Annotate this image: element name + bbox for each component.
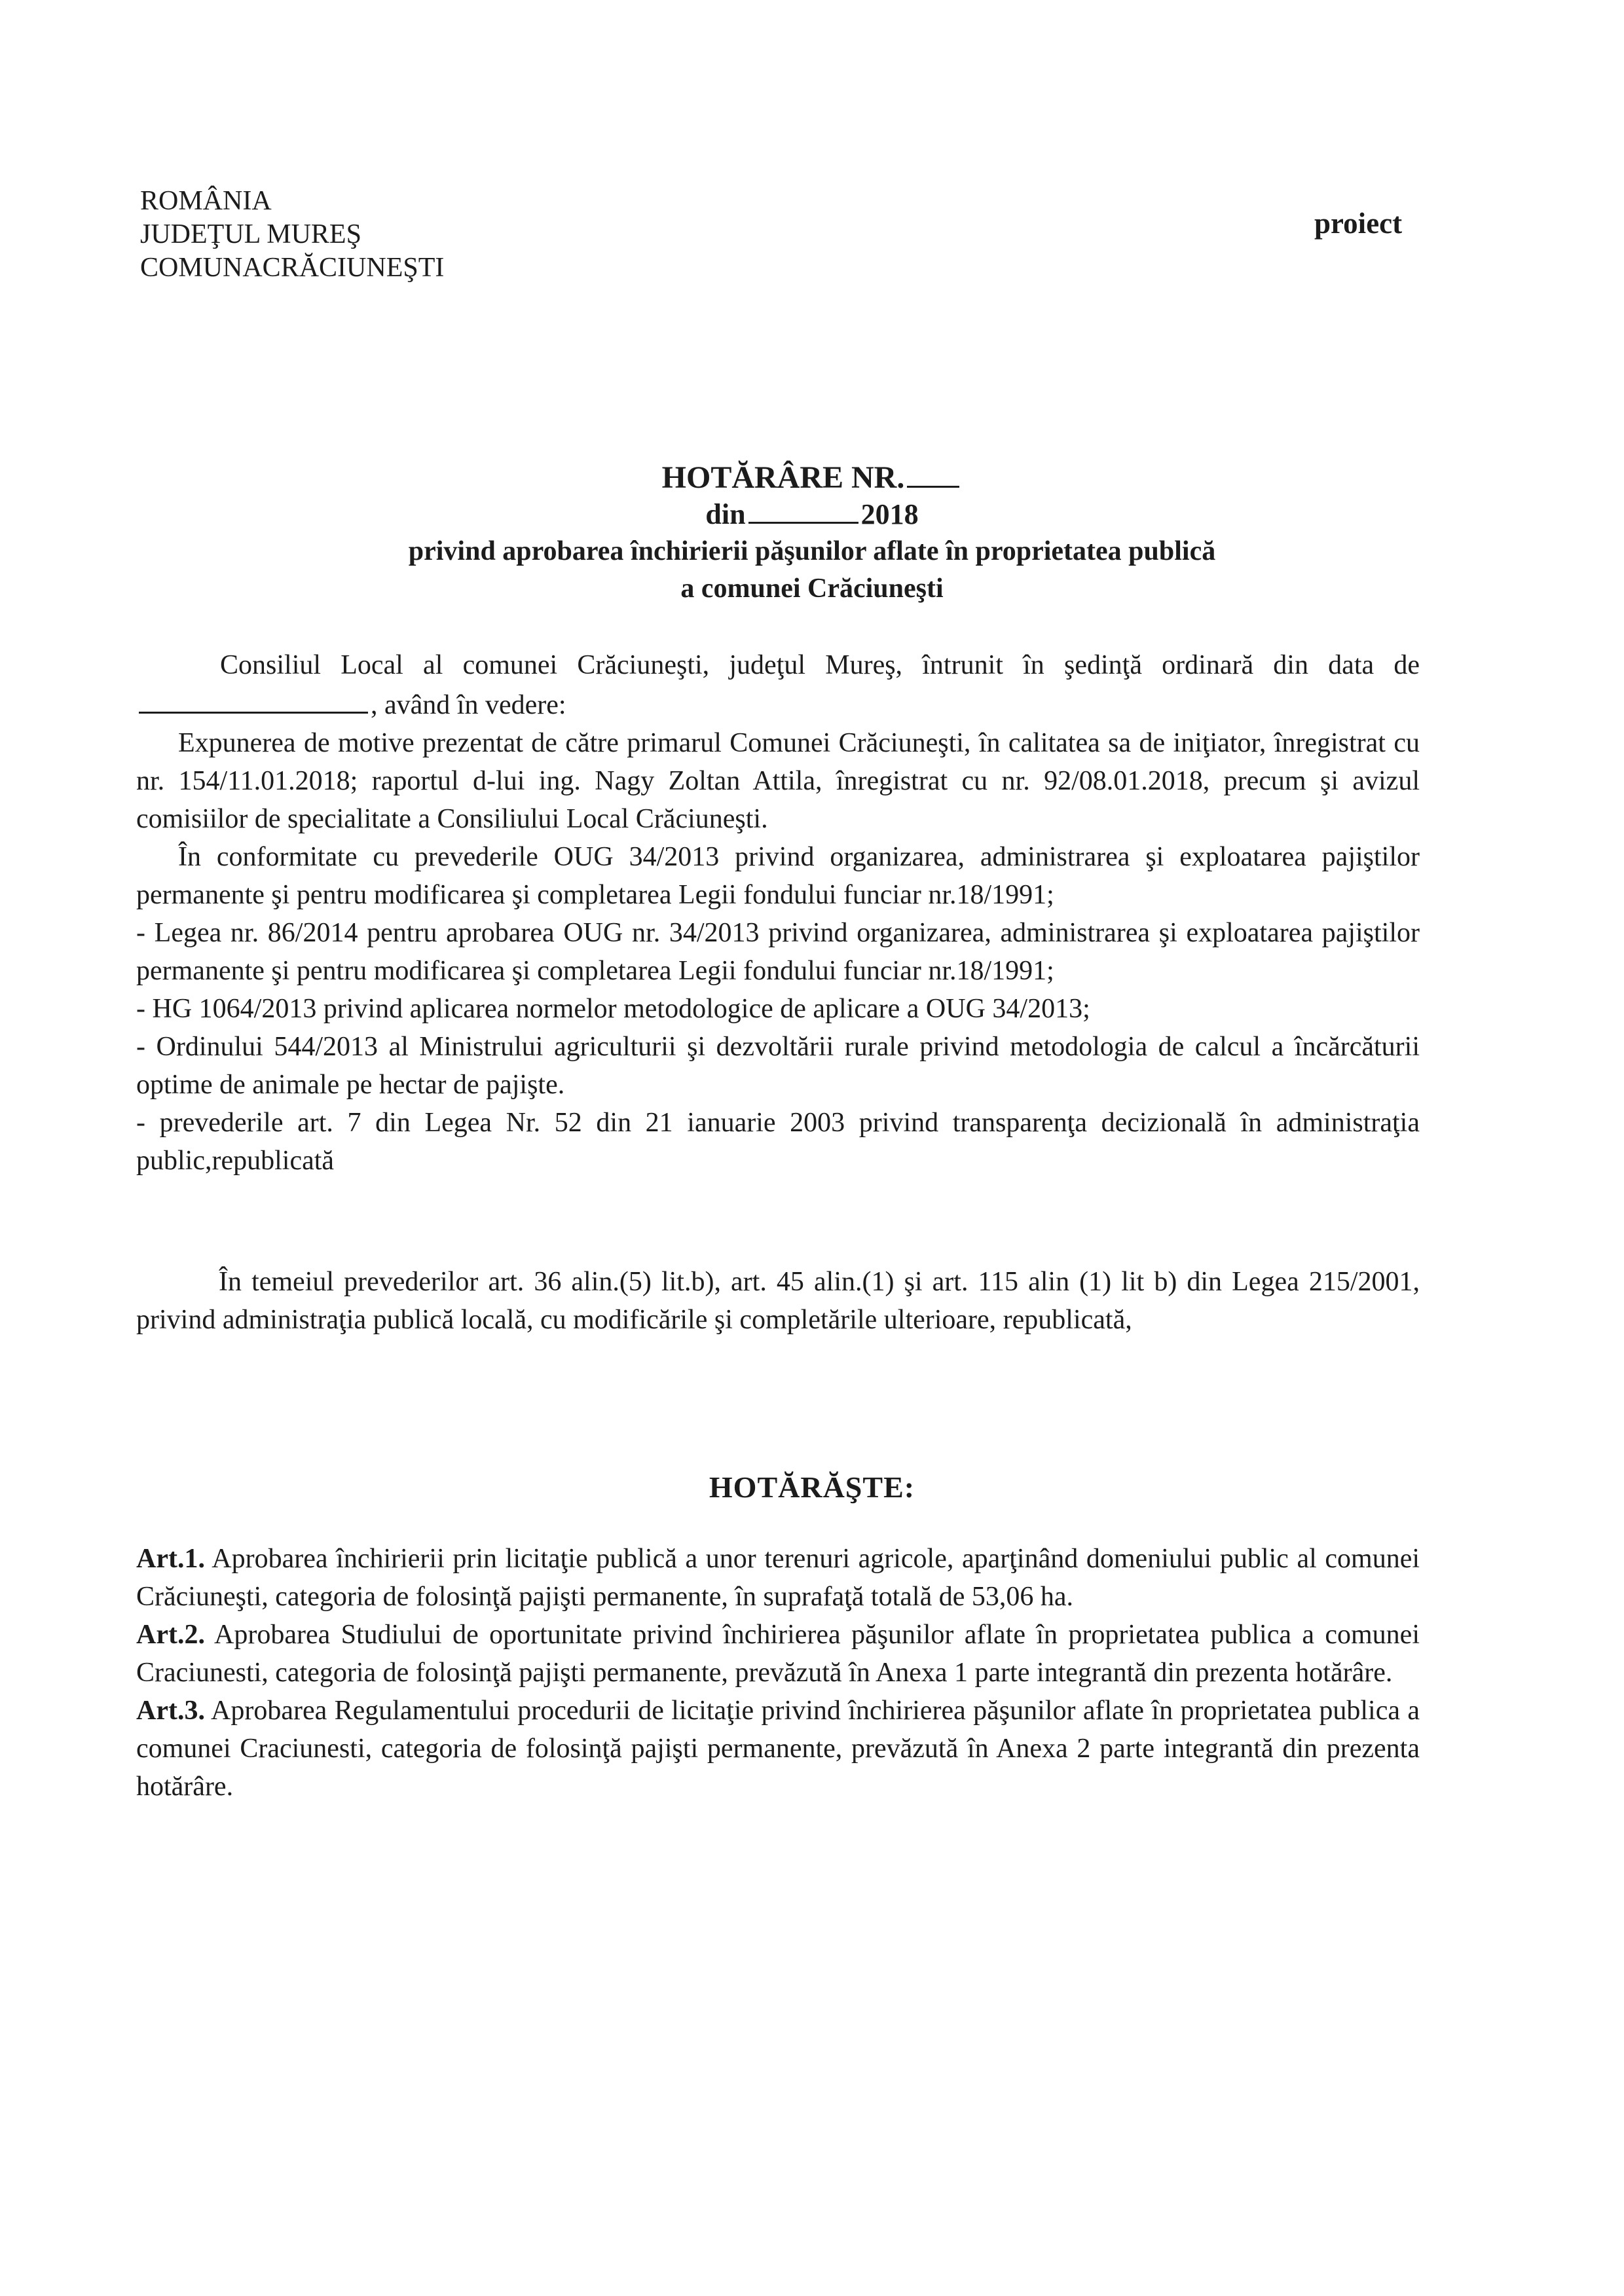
date-prefix: din: [705, 498, 746, 530]
preamble-intro-text: Consiliul Local al comunei Crăciuneşti, judeţul Mureş, întrunit în şedinţă ordinară din data de: [220, 650, 1420, 680]
article-3-label: Art.3.: [136, 1696, 205, 1726]
decision-number-blank: [907, 458, 959, 488]
decision-date-blank: [748, 494, 858, 524]
legal-item-law: - Legea nr. 86/2014 pentru aprobarea OUG nr. 34/2013 privind organizarea, administrarea şi exploatarea pajiştilor permanente şi pentru modificarea şi completarea Legii fondului funciar nr.18/1991;: [136, 918, 1420, 986]
legal-item-hg: - HG 1064/2013 privind aplicarea normelor metodologice de aplicare a OUG 34/2013;: [136, 994, 1090, 1024]
subject-line-1: privind aprobarea închirierii păşunilor aflate în proprietatea publică: [408, 536, 1216, 566]
decision-year: 2018: [860, 498, 919, 530]
legal-item-transparency: - prevederile art. 7 din Legea Nr. 52 din 21 ianuarie 2003 privind transparenţa decizională în administraţia public,republicată: [136, 1108, 1420, 1176]
decision-date-line: [0, 494, 1624, 531]
country-line: ROMÂNIA: [140, 186, 272, 216]
article-1: [136, 1540, 1420, 1616]
article-3: [136, 1692, 1420, 1806]
preamble: [136, 646, 1420, 1180]
preamble-conformity: În conformitate cu prevederile OUG 34/2013 privind organizarea, administrarea şi exploatarea pajiştilor permanente şi pentru modificarea şi completarea Legii fondului funciar nr.18/1991;: [136, 842, 1420, 910]
preamble-motives: Expunerea de motive prezentat de către primarul Comunei Crăciuneşti, în calitatea sa de iniţiator, înregistrat cu nr. 154/11.01.2018; raportul d-lui ing. Nagy Zoltan Attila, înregistrat cu nr. 92/08.01.2018, precum şi avizul comisiilor de specialitate a Consiliului Local Crăciuneşti.: [136, 728, 1420, 834]
articles: [136, 1540, 1420, 1806]
draft-status-label: proiect: [1314, 207, 1403, 240]
article-1-label: Art.1.: [136, 1544, 205, 1574]
decision-number-line: [0, 458, 1624, 496]
legal-basis-text: În temeiul prevederilor art. 36 alin.(5) lit.b), art. 45 alin.(1) şi art. 115 alin (1) lit b) din Legea 215/2001, privind administraţia publică locală, cu modificările şi completările ulterioare, republicată,: [136, 1267, 1420, 1335]
article-2-label: Art.2.: [136, 1620, 205, 1650]
decision-heading: HOTĂRĂŞTE:: [709, 1470, 915, 1504]
legal-basis: [136, 1263, 1420, 1339]
preamble-intro-tail: , având în vedere:: [371, 690, 566, 720]
issuer-header: [140, 185, 444, 285]
commune-line: COMUNACRĂCIUNEŞTI: [140, 253, 445, 283]
article-2-text: Aprobarea Studiului de oportunitate privind închirierea păşunilor aflate în proprietatea publica a comunei Craciunesti, categoria de folosinţă pajişti permanente, prevăzută în Anexa 1 parte integrantă din prezenta hotărâre.: [136, 1620, 1420, 1688]
county-line: JUDEŢUL MUREŞ: [140, 219, 361, 249]
article-2: [136, 1616, 1420, 1692]
decision-number-label: HOTĂRÂRE NR.: [661, 460, 905, 495]
session-date-blank: [139, 684, 368, 714]
subject-line-2: a comunei Crăciuneşti: [680, 574, 944, 604]
article-3-text: Aprobarea Regulamentului procedurii de licitaţie privind închirierea păşunilor aflate în proprietatea publica a comunei Craciunesti, categoria de folosinţă pajişti permanente, prevăzută în Anexa 2 parte integrantă din prezenta hotărâre.: [136, 1696, 1420, 1802]
legal-item-order: - Ordinului 544/2013 al Ministrului agriculturii şi dezvoltării rurale privind metodologia de calcul a încărcăturii optime de animale pe hectar de pajişte.: [136, 1032, 1420, 1100]
article-1-text: Aprobarea închirierii prin licitaţie publică a unor terenuri agricole, aparţinând domeniului public al comunei Crăciuneşti, categoria de folosinţă pajişti permanente, în suprafaţă totală de 53,06 ha.: [136, 1544, 1420, 1612]
preamble-intro: [136, 646, 1420, 724]
